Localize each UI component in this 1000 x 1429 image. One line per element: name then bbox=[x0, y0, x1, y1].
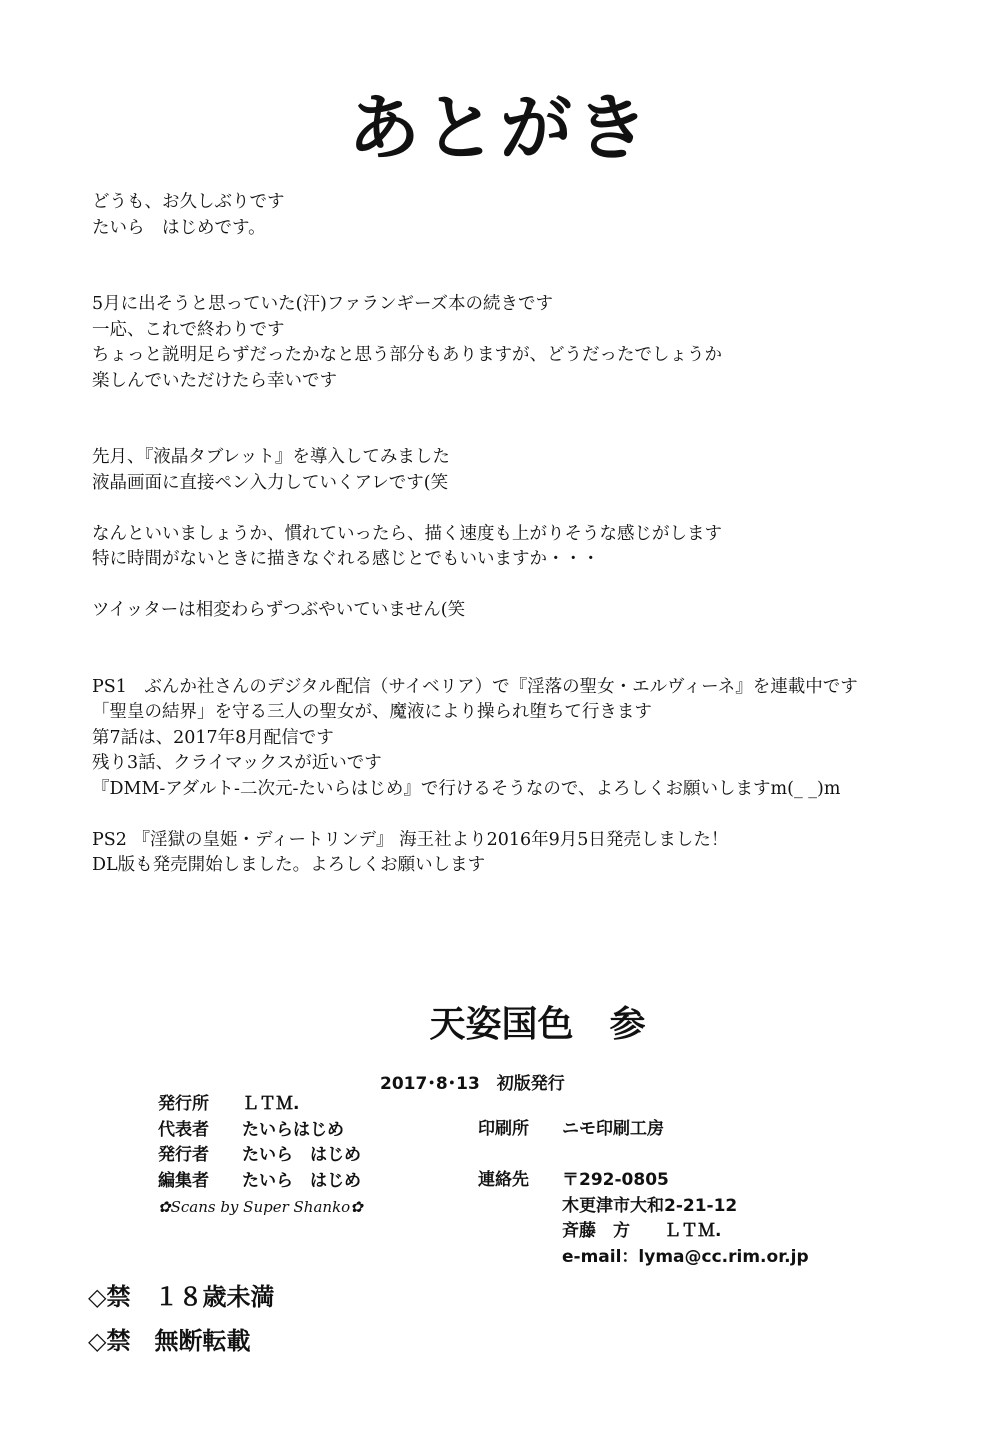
contact-name: 斉藤 方 ＬＴＭ. bbox=[562, 1221, 722, 1241]
printer-value: ニモ印刷工房 bbox=[562, 1119, 664, 1139]
text-line: 液晶画面に直接ペン入力していくアレです(笑 bbox=[92, 472, 449, 493]
scans-credit bbox=[158, 1196, 363, 1218]
page-title: あとがき bbox=[347, 86, 652, 170]
text-line: ちょっと説明足らずだったかなと思う部分もありますが、どうだったでしょうか bbox=[92, 345, 722, 365]
address: 木更津市大和2-21-12 bbox=[562, 1195, 738, 1216]
editor-value: たいら はじめ bbox=[242, 1170, 361, 1191]
issuer-value: たいら はじめ bbox=[242, 1145, 361, 1165]
afterword-body bbox=[92, 190, 952, 879]
flower-icon: ✿ bbox=[350, 1198, 363, 1216]
text-line: 5月に出そうと思っていた(汗)ファランギーズ本の続きです bbox=[92, 294, 554, 314]
text-line: PS1 ぶんか社さんのデジタル配信（サイベリア）で『淫落の聖女・エルヴィーネ』を連載中です bbox=[92, 676, 858, 697]
text-line: 一応、これで終わりです bbox=[92, 319, 285, 340]
representative-value: たいらはじめ bbox=[242, 1119, 344, 1140]
publication-date: 2017･8･13 初版発行 bbox=[380, 1074, 565, 1094]
email: e-mail：lyma@cc.rim.or.jp bbox=[562, 1246, 809, 1267]
text-line: どうも、お久しぶりです bbox=[92, 192, 285, 212]
postal-code: 〒292-0805 bbox=[562, 1170, 669, 1190]
scans-text: Scans by Super Shanko bbox=[170, 1198, 351, 1216]
text-line: 「聖皇の結界」を守る三人の聖女が、魔液により操られ堕ちて行きます bbox=[92, 702, 652, 722]
contact-label: 連絡先 bbox=[478, 1170, 529, 1190]
text-line: 先月、『液晶タブレット』を導入してみました bbox=[92, 447, 450, 467]
text-line: たいら はじめです。 bbox=[92, 217, 266, 238]
colophon-right bbox=[478, 1117, 809, 1270]
representative-label: 代表者 bbox=[158, 1119, 209, 1140]
text-line: DL版も発売開始しました。よろしくお願いします bbox=[92, 855, 486, 875]
flower-icon: ✿ bbox=[158, 1198, 171, 1216]
text-line: 楽しんでいただけたら幸いです bbox=[92, 370, 337, 391]
text-line: PS2 『淫獄の皇姫・ディートリンデ』 海王社より2016年9月5日発売しました！ bbox=[92, 829, 729, 850]
text-line: 第7話は、2017年8月配信です bbox=[92, 727, 334, 748]
publisher-label: 発行所 bbox=[158, 1094, 209, 1114]
printer-label: 印刷所 bbox=[478, 1119, 529, 1139]
publisher-value: ＬＴＭ. bbox=[242, 1094, 300, 1114]
editor-label: 編集者 bbox=[158, 1170, 209, 1191]
text-line: ツイッターは相変わらずつぶやいていません(笑 bbox=[92, 600, 466, 620]
text-line: 残り3話、クライマックスが近いです bbox=[92, 753, 382, 773]
text-line: 『DMM-アダルト-二次元-たいらはじめ』で行けるそうなので、よろしくお願いしますm(_ _)m bbox=[92, 778, 841, 799]
text-line: 特に時間がないときに描きなぐれる感じとでもいいますか・・・ bbox=[92, 549, 600, 569]
book-title: 天姿国色 参 bbox=[429, 1004, 646, 1045]
prohibition-age: ◇禁 １８歳未満 bbox=[88, 1283, 275, 1311]
colophon-left bbox=[158, 1092, 361, 1194]
issuer-label: 発行者 bbox=[158, 1145, 209, 1165]
prohibition-reprint: ◇禁 無断転載 bbox=[88, 1327, 251, 1355]
text-line: なんといいましょうか、慣れていったら、描く速度も上がりそうな感じがします bbox=[92, 523, 722, 544]
